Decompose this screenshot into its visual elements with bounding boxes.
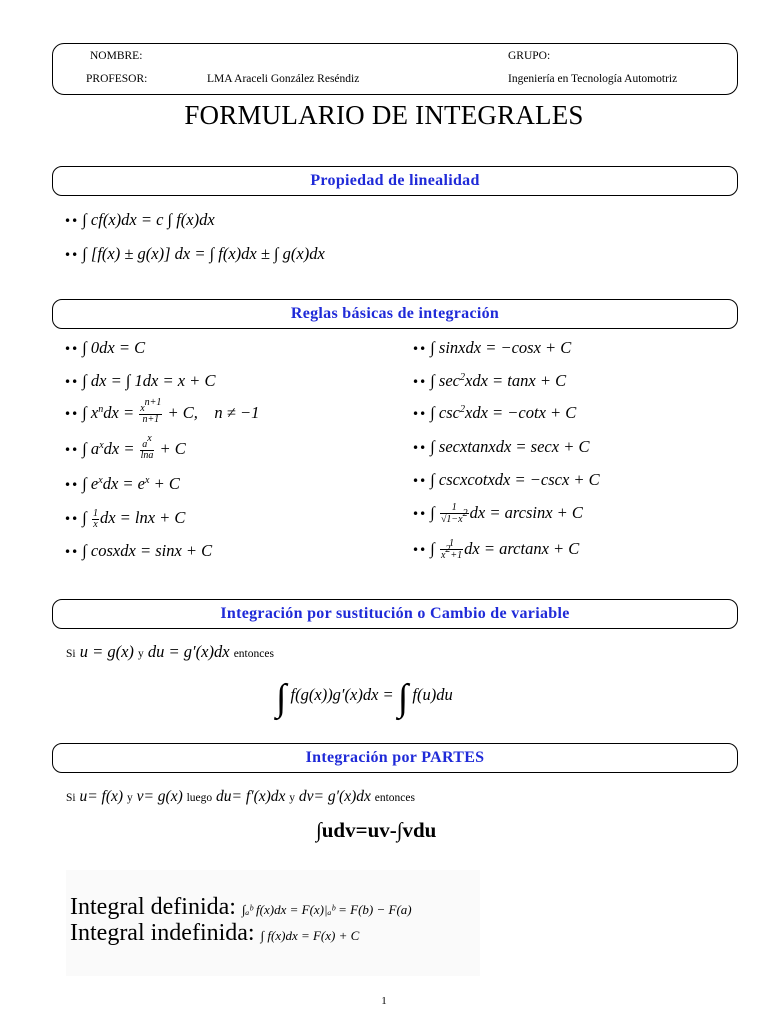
linealidad-formula-2: •• ∫ [f(x) ± g(x)] dx = ∫ f(x)dx ± ∫ g(x)dx xyxy=(64,244,325,263)
integral-definitions-image xyxy=(66,870,480,976)
y-text: y xyxy=(138,648,144,660)
bullet-icon: •• xyxy=(64,214,79,228)
regla-right-4: •• ∫ secxtanxdx = secx + C xyxy=(412,437,590,456)
section-title: Propiedad de linealidad xyxy=(310,172,480,189)
du-definition: du= f′(x)dx xyxy=(216,788,286,805)
bullet-icon: •• xyxy=(64,478,79,492)
bullet-icon: •• xyxy=(64,407,79,421)
indefinida-label: Integral indefinida: xyxy=(70,920,255,946)
partes-formula: ∫udv=uv-∫vdu xyxy=(316,818,437,842)
formula-lhs: f(g(x))g′(x)dx = xyxy=(290,685,394,704)
entonces-text: entonces xyxy=(374,792,415,804)
y-text: y xyxy=(289,792,296,804)
bullet-icon: •• xyxy=(412,474,427,488)
regla-right-2: •• ∫ $\sec^2xdx = \tan x + C$ xyxy=(412,371,567,390)
linealidad-formula-1: •• ∫ cf(x)dx = c ∫ f(x)dx xyxy=(64,210,215,229)
luego-text: luego xyxy=(186,792,213,804)
definida-line xyxy=(70,894,412,921)
formula-rhs: f(u)du xyxy=(412,685,453,704)
grupo-label: GRUPO: xyxy=(508,50,551,62)
partes-condition xyxy=(66,788,415,806)
section-sustitucion-header xyxy=(52,599,738,629)
regla-left-3: •• ∫ $x^ndx$ = $\frac{x^{n+1}}{n+1}$ + C, n ≠ −1 xyxy=(64,397,260,426)
indefinida-line xyxy=(70,920,359,947)
entonces-text: entonces xyxy=(233,648,274,660)
v-definition: v= g(x) xyxy=(136,788,183,805)
sustitucion-formula: ∫ f(g(x))g′(x)dx = ∫ f(u)du xyxy=(276,677,453,719)
section-partes-header xyxy=(52,743,738,773)
si-text: Si xyxy=(66,792,76,804)
indefinida-formula: ∫ f(x)dx = F(x) + C xyxy=(260,928,360,943)
regla-left-5: •• ∫ $e^xdx = e^x + C$ xyxy=(64,474,180,493)
si-text: Si xyxy=(66,648,76,660)
sustitucion-condition xyxy=(66,642,274,662)
section-reglas-header xyxy=(52,299,738,329)
bullet-icon: •• xyxy=(64,443,79,457)
profesor-value: LMA Araceli González Reséndiz xyxy=(207,73,360,85)
regla-left-6: •• ∫ $\frac{1}{x}$ dx = lnx + C xyxy=(64,507,186,530)
definida-formula: ∫ₐᵇ f(x)dx = F(x)|ₐᵇ = F(b) − F(a) xyxy=(241,902,412,917)
header-box xyxy=(52,43,738,95)
regla-left-2: •• ∫ dx = ∫ 1dx = x + C xyxy=(64,371,216,390)
y-text: y xyxy=(126,792,133,804)
bullet-icon: •• xyxy=(64,342,79,356)
regla-left-4: •• ∫ $a^xdx$ = $\frac{a^x}{\ln a}$ + C xyxy=(64,433,186,462)
section-title: Integración por sustitución o Cambio de variable xyxy=(220,605,570,622)
bullet-icon: •• xyxy=(64,545,79,559)
u-definition: u= f(x) xyxy=(79,788,124,805)
regla-left-1: •• ∫ 0dx = C xyxy=(64,338,146,357)
bullet-icon: •• xyxy=(412,342,427,356)
bullet-icon: •• xyxy=(412,375,427,389)
section-title: Reglas básicas de integración xyxy=(290,305,500,322)
bullet-icon: •• xyxy=(64,248,79,262)
bullet-icon: •• xyxy=(64,512,79,526)
regla-right-3: •• ∫ $\csc^2xdx = -\cot x + C$ xyxy=(412,403,577,422)
section-title: Integración por PARTES xyxy=(305,749,485,766)
bullet-icon: •• xyxy=(64,375,79,389)
section-linealidad-header xyxy=(52,166,738,196)
profesor-label: PROFESOR: xyxy=(86,73,148,85)
dv-definition: dv= g′(x)dx xyxy=(298,788,371,805)
page-title: FORMULARIO DE INTEGRALES xyxy=(184,100,584,130)
bullet-icon: •• xyxy=(412,441,427,455)
bullet-icon: •• xyxy=(412,543,427,557)
regla-right-5: •• ∫ cscxcotxdx = −cscx + C xyxy=(412,470,600,489)
bullet-icon: •• xyxy=(412,507,427,521)
carrera-value: Ingeniería en Tecnología Automotriz xyxy=(508,73,678,85)
u-definition: u = g(x) xyxy=(79,642,134,661)
du-definition: du = g′(x)dx xyxy=(147,642,230,661)
regla-right-1: •• ∫ sinxdx = −cosx + C xyxy=(412,338,572,357)
bullet-icon: •• xyxy=(412,407,427,421)
regla-left-7: •• ∫ cosxdx = sinx + C xyxy=(64,541,213,560)
definida-label: Integral definida: xyxy=(70,894,236,920)
page-number: 1 xyxy=(381,995,387,1007)
regla-right-7: •• ∫ $\frac{1}{x^2+1}$ dx = arctanx + C xyxy=(412,538,580,562)
nombre-label: NOMBRE: xyxy=(90,50,143,62)
regla-right-6: •• ∫ $\frac{1}{√1-x^2}$ dx = arcsinx + C xyxy=(412,502,583,526)
